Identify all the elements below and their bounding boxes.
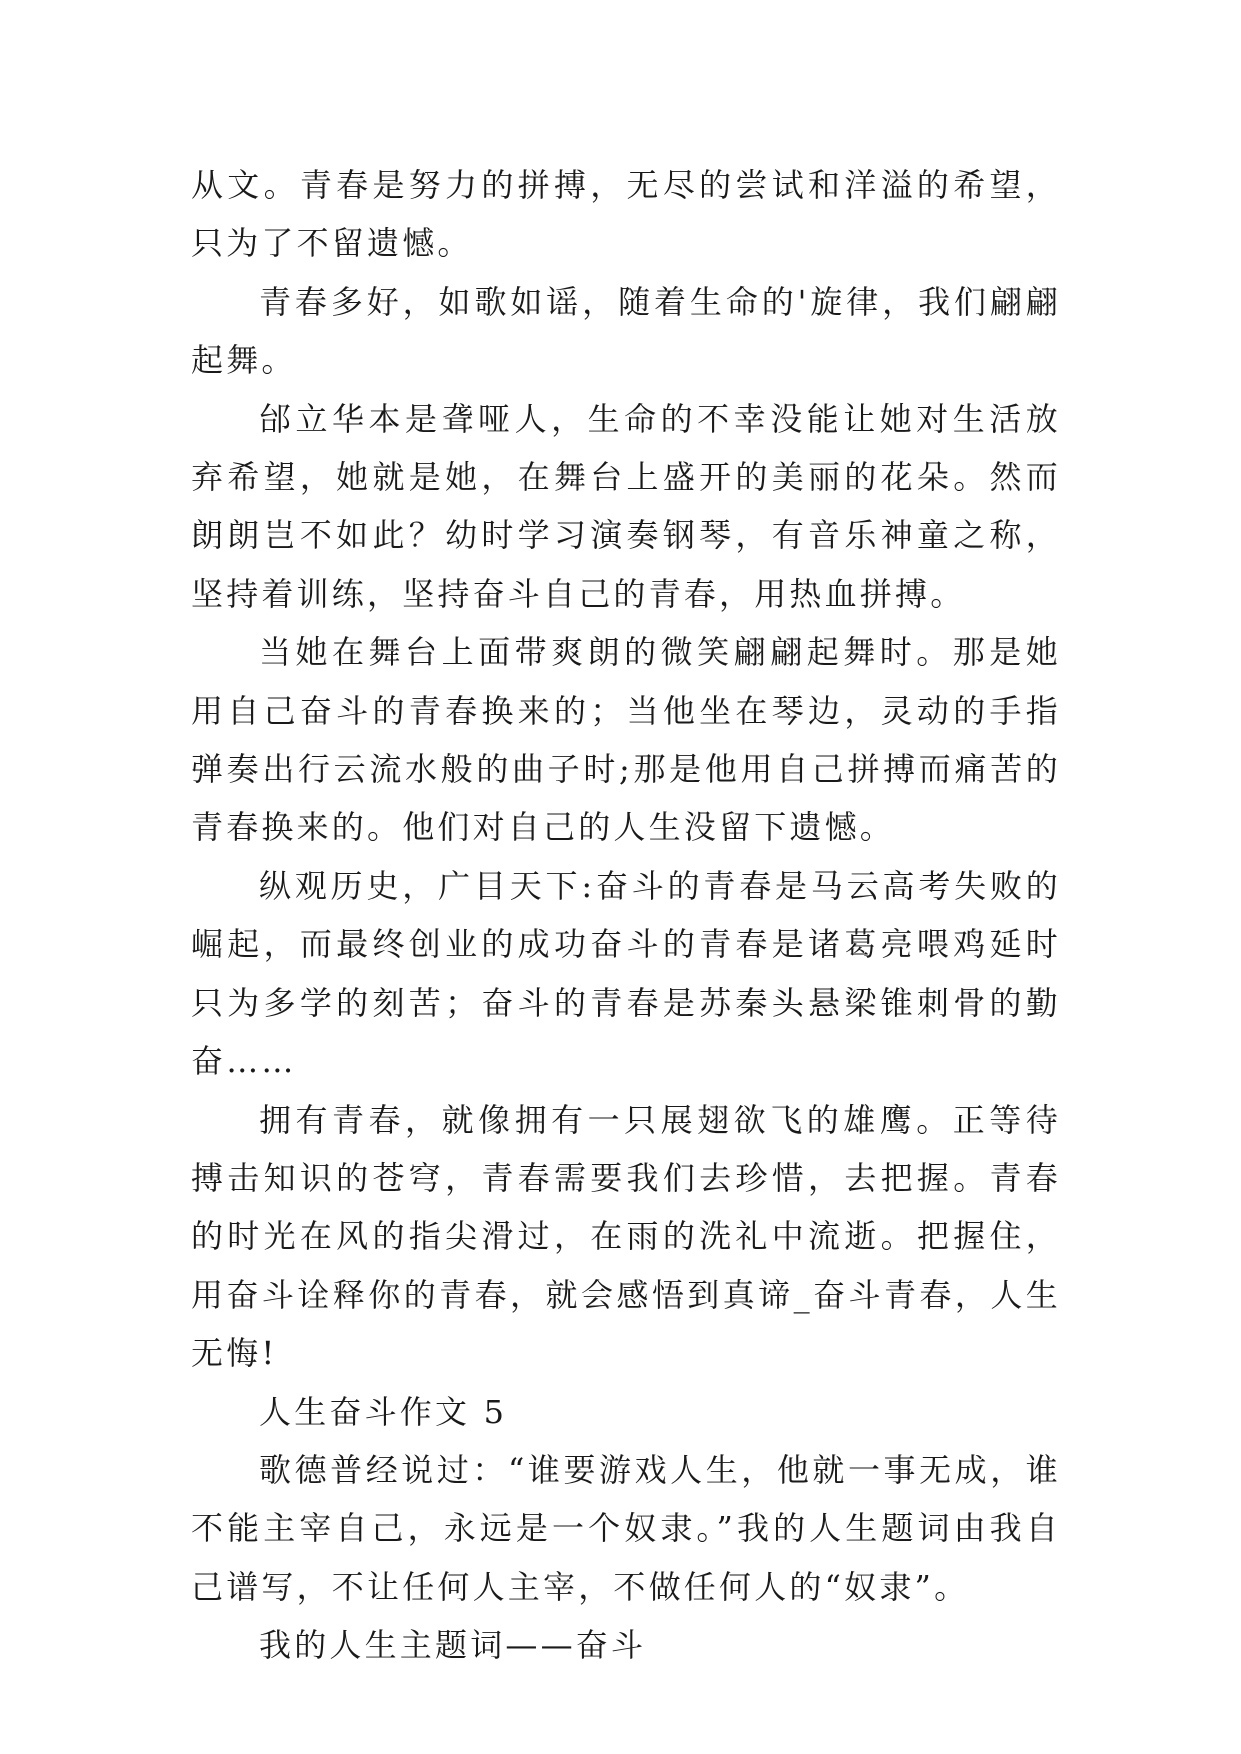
paragraph-theme-word: 我的人生主题词——奋斗 [259,1626,647,1665]
paragraph-history: 纵观历史，广目天下:奋斗的青春是马云高考失败的崛起，而最终创业的成功奋斗的青春是诸葛亮喂鸡延时只为多学的刻苦；奋斗的青春是苏秦头悬梁锥刺骨的勤奋…… [191,866,1061,1081]
paragraph-eagle: 拥有青春，就像拥有一只展翅欲飞的雄鹰。正等待搏击知识的苍穹，青春需要我们去珍惜，去把握。青春的时光在风的指尖滑过，在雨的洗礼中流逝。把握住，用奋斗诠释你的青春，就会感悟到真谛_奋斗青春，人生无悔! [191,1100,1061,1373]
paragraph-stage-piano: 当她在舞台上面带爽朗的微笑翩翩起舞时。那是她用自己奋斗的青春换来的；当他坐在琴边，灵动的手指弹奏出行云流水般的曲子时;那是他用自己拼搏而痛苦的青春换来的。他们对自己的人生没留下遗憾。 [191,633,1061,847]
paragraph-youth-dance: 青春多好，如歌如谣，随着生命的'旋律，我们翩翩起舞。 [191,282,1061,380]
paragraph-continuation: 从文。青春是努力的拼搏，无尽的尝试和洋溢的希望，只为了不留遗憾。 [191,166,1061,263]
paragraph-tai-lihua: 邰立华本是聋哑人，生命的不幸没能让她对生活放弃希望，她就是她，在舞台上盛开的美丽的花朵。然而朗朗岂不如此？幼时学习演奏钢琴，有音乐神童之称，坚持着训练，坚持奋斗自己的青春，用热血拼搏。 [191,399,1061,613]
paragraph-goethe-quote: 歌德普经说过：“谁要游戏人生，他就一事无成，谁不能主宰自己，永远是一个奴隶。”我的人生题词由我自己谱写，不让任何人主宰，不做任何人的“奴隶”。 [191,1450,1061,1606]
section-heading: 人生奋斗作文 5 [259,1392,508,1431]
essay-body [191,156,1061,1675]
